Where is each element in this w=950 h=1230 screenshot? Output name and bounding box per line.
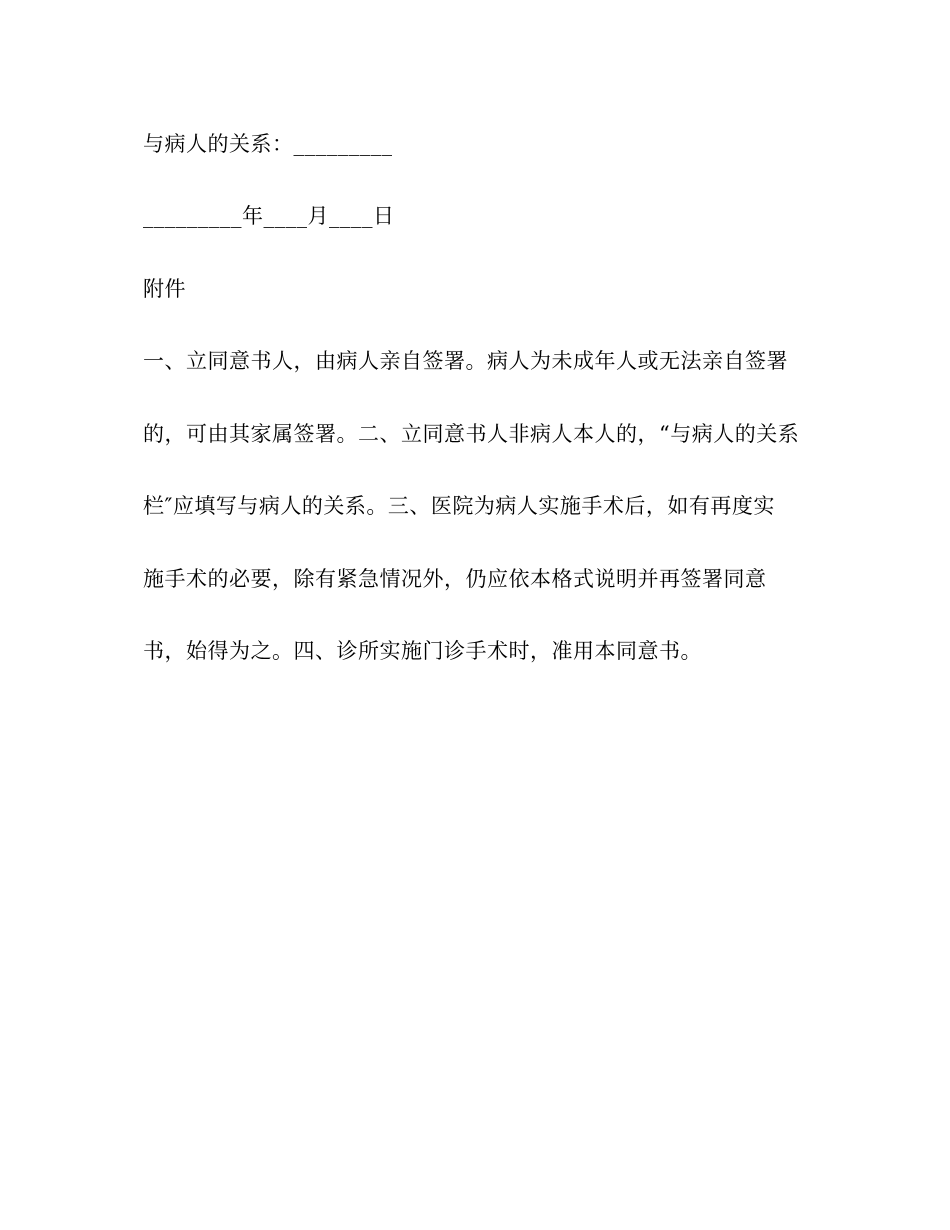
- attachment-text-line: 栏″应填写与病人的关系。三、医院为病人实施手术后，如有再度实: [143, 494, 775, 518]
- attachment-text-line: 一、立同意书人，由病人亲自签署。病人为未成年人或无法亲自签署: [143, 349, 788, 373]
- relation-to-patient-line: 与病人的关系：_________: [143, 132, 393, 156]
- attachment-text-line: 书，始得为之。四、诊所实施门诊手术时，准用本同意书。: [143, 639, 702, 663]
- attachment-text-line: 施手术的必要，除有紧急情况外，仍应依本格式说明并再签署同意: [143, 567, 767, 591]
- attachment-text-line: 的，可由其家属签署。二、立同意书人非病人本人的，“与病人的关系: [143, 422, 800, 446]
- attachment-heading: 附件: [143, 277, 186, 301]
- date-line: _________年____月____日: [143, 204, 395, 228]
